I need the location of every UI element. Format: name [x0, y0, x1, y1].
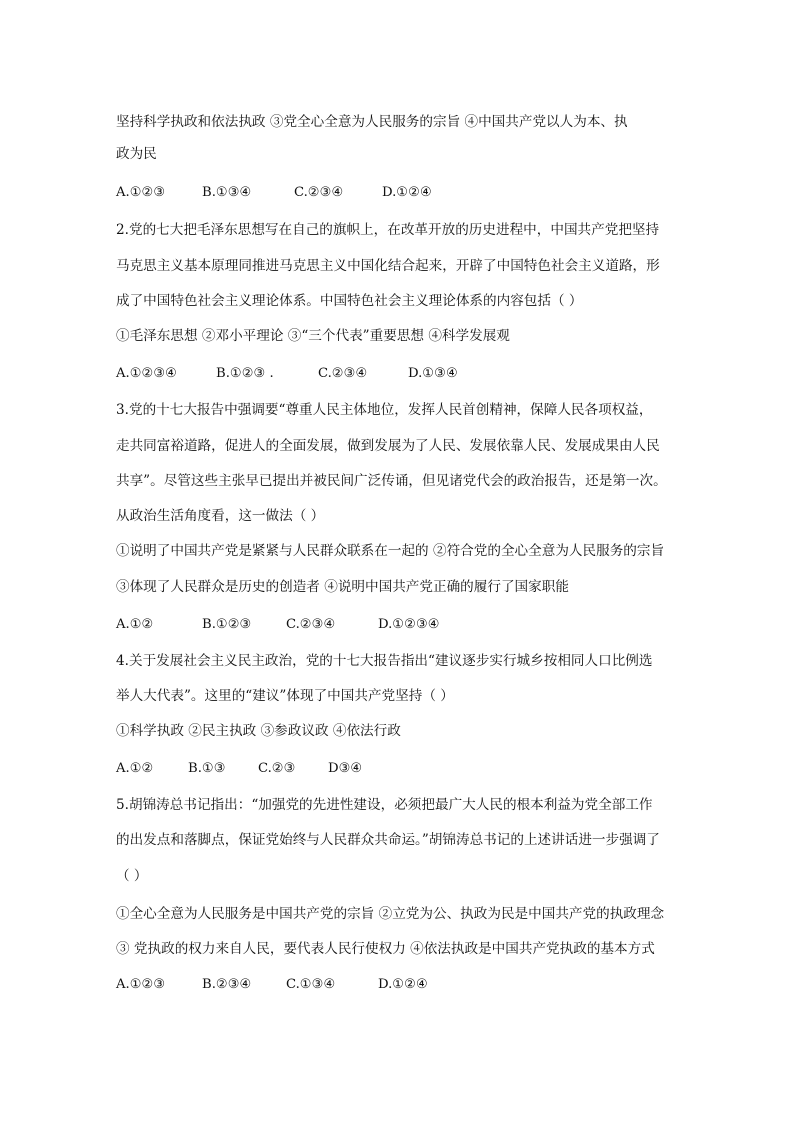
- q5-option-a: A.①②③: [116, 977, 166, 992]
- q1-option-a: A.①②③: [116, 185, 166, 200]
- q5-option-c: C.①③④: [286, 977, 336, 992]
- q3-option-b: B.①②③: [202, 617, 252, 632]
- q1-option-b: B.①③④: [202, 185, 252, 200]
- q3-statements-1: ①说明了中国共产党是紧紧与人民群众联系在一起的 ②符合党的全心全意为人民服务的宗旨: [116, 543, 665, 559]
- q4-statements: ①科学执政 ②民主执政 ③参政议政 ④依法行政: [116, 723, 401, 739]
- q3-option-c: C.②③④: [286, 617, 336, 632]
- q4-line-2: 举人大代表”。这里的“建议”体现了中国共产党坚持（ ）: [116, 688, 454, 704]
- q2-line-3: 成了中国特色社会主义理论体系。中国特色社会主义理论体系的内容包括（ ）: [116, 293, 583, 309]
- q1-line-1: 坚持科学执政和依法执政 ③党全心全意为人民服务的宗旨 ④中国共产党以人为本、执: [116, 114, 628, 130]
- q3-option-a: A.①②: [116, 617, 154, 632]
- q3-line-2: 走共同富裕道路，促进人的全面发展，做到发展为了人民、发展依靠人民、发展成果由人民: [116, 438, 660, 454]
- q4-option-d: D③④: [328, 761, 363, 776]
- q5-option-d: D.①②④: [378, 977, 428, 992]
- q2-line-1: 2.党的七大把毛泽东思想写在自己的旗帜上，在改革开放的历史进程中，中国共产党把坚持: [116, 222, 660, 238]
- q2-option-c: C.②③④: [318, 366, 368, 381]
- q2-line-2: 马克思主义基本原理同推进马克思主义中国化结合起来，开辟了中国特色社会主义道路，形: [116, 258, 660, 274]
- q5-line-2: 的出发点和落脚点，保证党始终与人民群众共命运。”胡锦涛总书记的上述讲话进一步强调了: [116, 832, 660, 848]
- q2-option-a: A.①②③④: [116, 366, 178, 381]
- q4-option-b: B.①③: [188, 761, 226, 776]
- q5-line-1: 5.胡锦涛总书记指出：“加强党的先进性建设，必须把最广大人民的根本利益为党全部工作: [116, 797, 653, 813]
- q1-line-2: 政为民: [116, 146, 157, 162]
- q5-option-b: B.②③④: [202, 977, 252, 992]
- q2-option-b: B.①②③ .: [216, 366, 274, 381]
- q3-line-1: 3.党的十七大报告中强调要“尊重人民主体地位，发挥人民首创精神，保障人民各项权益，: [116, 402, 653, 418]
- q1-option-c: C.②③④: [294, 185, 344, 200]
- q5-statements-1: ①全心全意为人民服务是中国共产党的宗旨 ②立党为公、执政为民是中国共产党的执政理念: [116, 906, 665, 922]
- q3-line-3: 共享”。尽管这些主张早已提出并被民间广泛传诵，但见诸党代会的政治报告，还是第一次。: [116, 473, 667, 489]
- q2-statements: ①毛泽东思想 ②邓小平理论 ③“三个代表”重要思想 ④科学发展观: [116, 328, 510, 344]
- q2-option-d: D.①③④: [408, 366, 458, 381]
- q3-line-4: 从政治生活角度看，这一做法（ ）: [116, 508, 325, 524]
- q4-line-1: 4.关于发展社会主义民主政治，党的十七大报告指出“建议逐步实行城乡按相同人口比例选: [116, 653, 653, 669]
- q5-statements-2: ③ 党执政的权力来自人民，要代表人民行使权力 ④依法执政是中国共产党执政的基本方式: [116, 941, 655, 957]
- q1-option-d: D.①②④: [382, 185, 432, 200]
- q3-option-d: D.①②③④: [378, 617, 440, 632]
- q3-statements-2: ③体现了人民群众是历史的创造者 ④说明中国共产党正确的履行了国家职能: [116, 579, 569, 595]
- q4-option-a: A.①②: [116, 761, 154, 776]
- q5-line-3: （ ）: [116, 868, 148, 884]
- q4-option-c: C.②③: [258, 761, 296, 776]
